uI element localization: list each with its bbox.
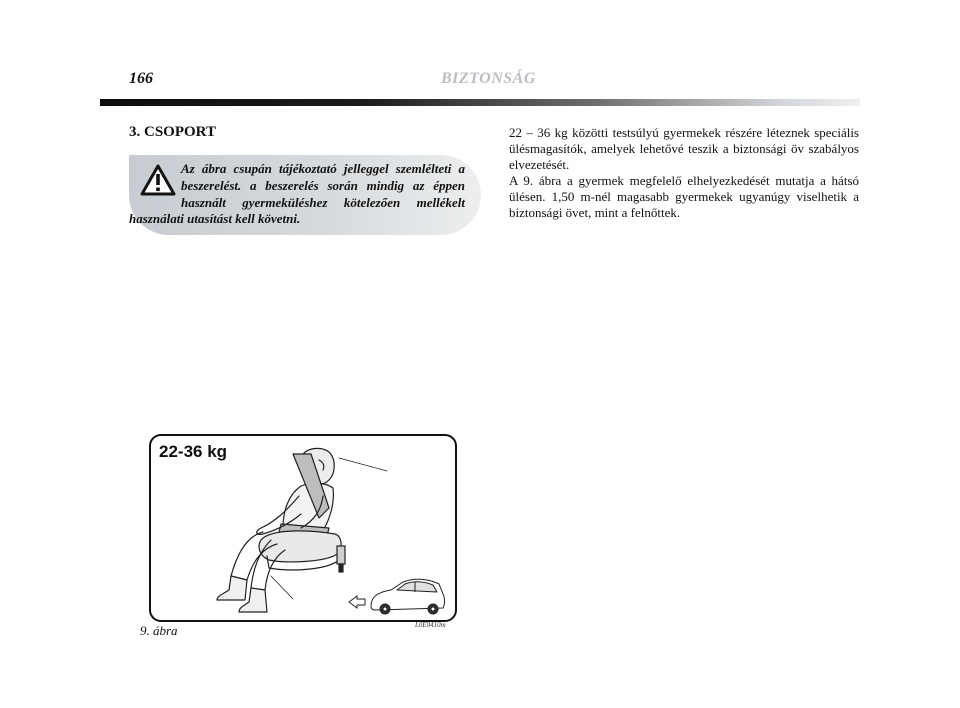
section-heading: 3. CSOPORT xyxy=(129,124,216,140)
body-paragraph-2: A 9. ábra a gyermek megfelelő elhelyezkedését mutatja a hátsó ülésen. 1,50 m-nél magasabb gyermekek ugyanúgy viselhetik a biztonsági övet, mint a felnőttek. xyxy=(509,173,859,220)
body-paragraph-1: 22 – 36 kg közötti testsúlyú gyermekek részére léteznek speciális ülésmagasítók, amelyek lehetővé teszik a biztonsági öv szabályos elvezetését. xyxy=(509,125,859,172)
section-title: BIZTONSÁG xyxy=(441,70,536,87)
figure-panel xyxy=(149,434,457,622)
car-side-icon xyxy=(371,579,445,614)
weight-label: 22-36 kg xyxy=(159,442,228,461)
header-rule xyxy=(100,99,860,106)
warning-box xyxy=(129,155,481,235)
page-number: 166 xyxy=(129,70,153,87)
child-on-booster-seat-icon xyxy=(217,448,387,612)
warning-text: Az ábra csupán tájékoztató jelleggel szemlélteti a beszerelést. a beszerelés során mindig az éppen használt gyermeküléshez kötelezően mellékelt használati utasítást kell követni. xyxy=(129,161,465,227)
body-text xyxy=(509,125,859,221)
direction-arrow-icon xyxy=(349,596,365,608)
figure-caption: 9. ábra xyxy=(140,623,178,638)
figure-code: L0E0410m xyxy=(415,621,446,629)
